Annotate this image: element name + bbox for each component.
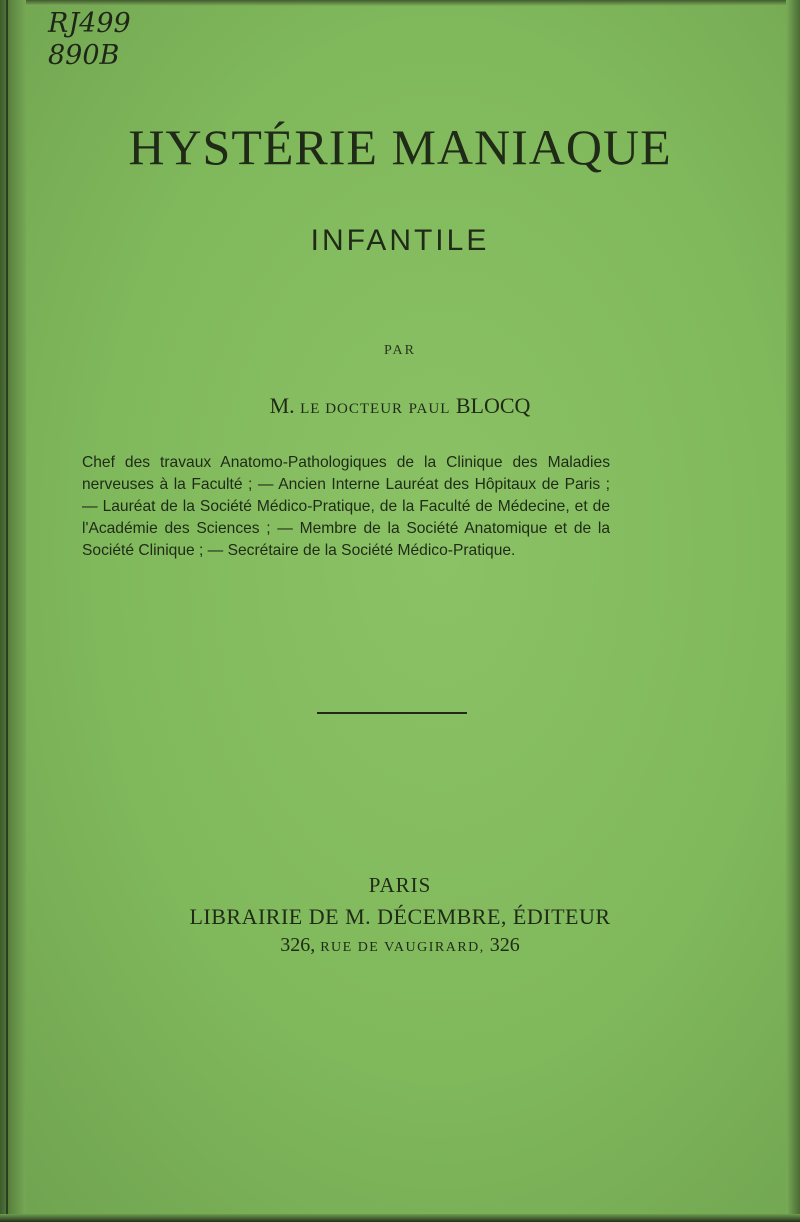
imprint-address: [0, 934, 800, 957]
shelfmark-line-1: RJ499: [48, 8, 131, 39]
author-credentials: Chef des travaux Anatomo-Pathologiques de la Clinique des Maladies nerveuses à la Faculté ; — Ancien Interne Lauréat des Hôpitaux de Paris ; — Lauréat de la Société Médico-Pratique, de la Faculté de Médecine, et de l'Académie des Sciences ; — Membre de la Société Anatomique et de la Société Clinique ; — Secrétaire de la Société Médico-Pratique.: [82, 454, 610, 559]
book-subtitle: INFANTILE: [310, 224, 490, 257]
page-right-edge: [786, 0, 800, 1222]
address-number-end: 326: [489, 934, 520, 956]
author-last-name: BLOCQ: [455, 393, 531, 418]
by-line: PAR: [384, 343, 416, 358]
book-spine: [0, 0, 26, 1222]
address-street: RUE DE VAUGIRARD,: [320, 940, 485, 955]
author-prefix: M.: [269, 393, 295, 418]
book-title: HYSTÉRIE MANIAQUE: [128, 119, 672, 175]
author-line: [0, 393, 800, 419]
page-top-edge: [0, 0, 800, 6]
handwritten-shelfmark: [48, 8, 131, 72]
author-title-words: LE DOCTEUR: [300, 401, 404, 417]
imprint-city: PARIS: [368, 873, 432, 897]
address-number: 326,: [280, 934, 316, 956]
imprint-publisher: LIBRAIRIE DE M. DÉCEMBRE, ÉDITEUR: [189, 904, 611, 929]
spine-crease: [6, 0, 8, 1222]
page-bottom-edge: [0, 1214, 800, 1222]
shelfmark-line-2: 890B: [48, 40, 120, 71]
author-first-name: PAUL: [408, 401, 451, 417]
divider-rule: [317, 712, 467, 714]
